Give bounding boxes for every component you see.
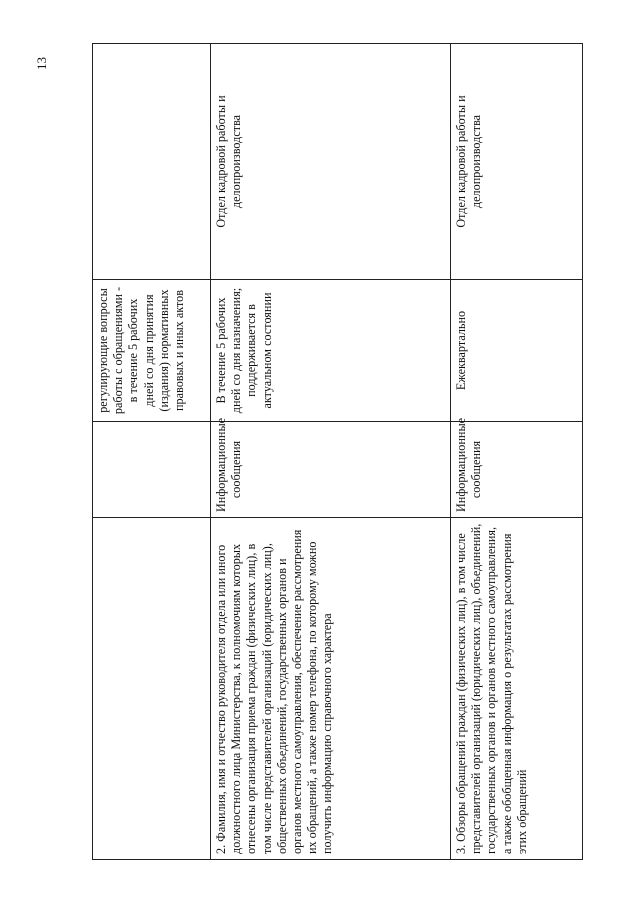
table-cell: Ежеквартально	[451, 280, 583, 422]
table-cell: Отдел кадровой работы и делопроизводства	[211, 44, 451, 280]
table-row	[451, 44, 583, 860]
info-table	[92, 43, 583, 860]
table-cell: 2. Фамилия, имя и отчество руководителя отдела или иного должностного лица Министерства, к полномочиям которых отнесены организация приема граждан (физических лиц), в том числе представителей организаций (юридических лиц), общественных объединений, государственных органов и органов местного самоуправления, обеспечение рассмотрения их обращений, а также номер телефона, по которому можно получить информацию справочного характера	[211, 518, 451, 860]
table-cell: В течение 5 рабочих дней со дня назначения; поддерживается в актуальном состоянии	[211, 280, 451, 422]
table-cell	[93, 44, 211, 280]
table-row	[211, 44, 451, 860]
table-cell: Информационные сообщения	[451, 422, 583, 518]
table-cell	[93, 518, 211, 860]
table-cell: регулирующие вопросы работы с обращениями - в течение 5 рабочих дней со дня принятия (издания) нормативных правовых и иных актов	[93, 280, 211, 422]
table-row	[93, 44, 211, 860]
page-number: 13	[34, 57, 49, 70]
table-cell	[93, 422, 211, 518]
table-cell: Отдел кадровой работы и делопроизводства	[451, 44, 583, 280]
table-cell: 3. Обзоры обращений граждан (физических лиц), в том числе представителей организаций (юридических лиц), объединений, государственных органов и органов местного самоуправления, а также обобщенная информация о результатах рассмотрения этих обращений	[451, 518, 583, 860]
table-cell: Информационные сообщения	[211, 422, 451, 518]
rotated-table-container	[92, 44, 582, 860]
